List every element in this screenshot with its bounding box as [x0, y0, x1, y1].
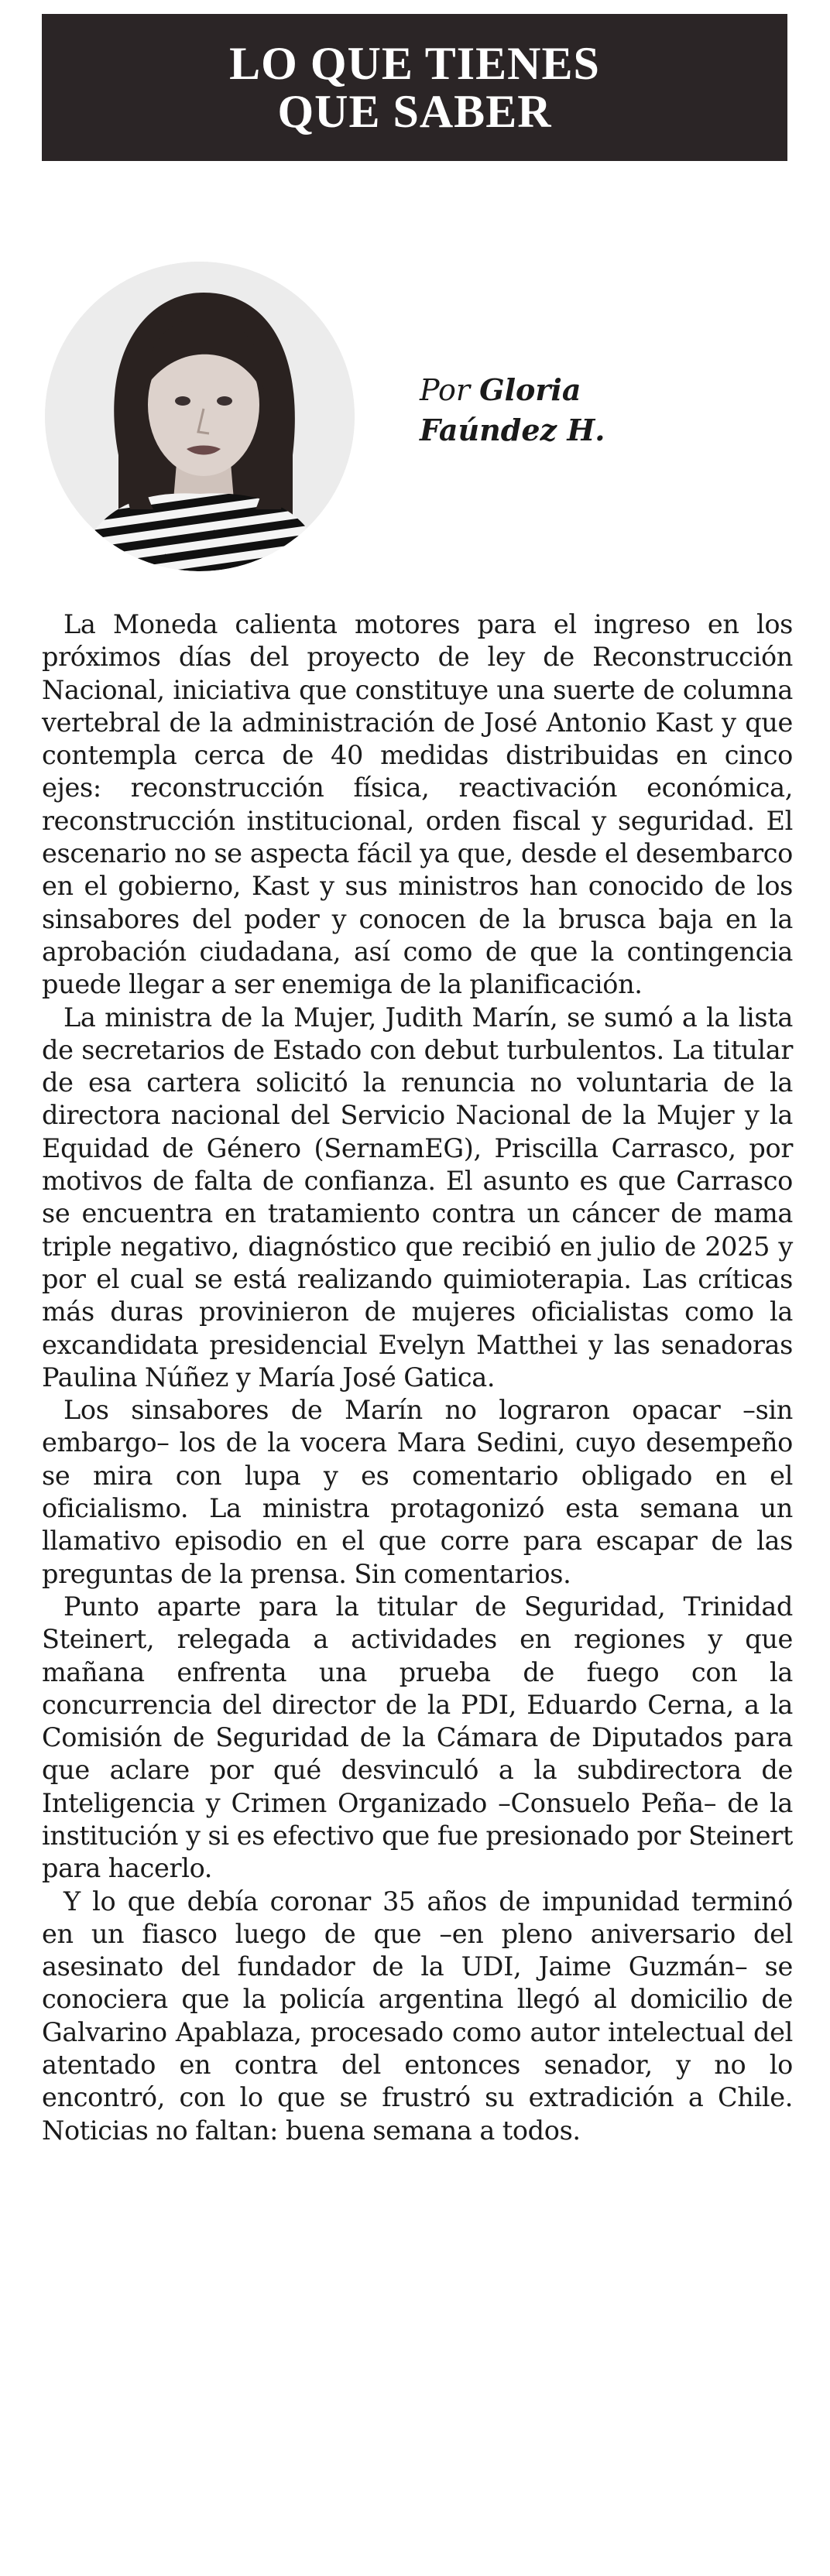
article-paragraph-5: Y lo que debía coronar 35 años de impunidad terminó en un fiasco luego de que –en pleno aniversario del asesinato del fundador de la UDI, Jaime Guzmán– se conociera que la policía argentina llegó al domicilio de Galvarino Apablaza, procesado como autor intelectual del atentado en contra del entonces senador, y no lo encontró, con lo que se frustró su extradición a Chile. Noticias no faltan: buena semana a todos. — [42, 1886, 793, 2146]
byline-prefix: Por — [420, 373, 471, 407]
article-body — [42, 608, 793, 2147]
author-portrait — [45, 262, 355, 571]
header-title-line2: QUE SABER — [277, 86, 552, 137]
byline — [420, 370, 605, 450]
article-paragraph-1: La Moneda calienta motores para el ingreso en los próximos días del proyecto de ley de Reconstrucción Nacional, iniciativa que constituye una suerte de columna vertebral de la administración de José Antonio Kast y que contempla cerca de 40 medidas distribuidas en cinco ejes: reconstrucción física, reactivación económica, reconstrucción institucional, orden fiscal y seguridad. El escenario no se aspecta fácil ya que, desde el desembarco en el gobierno, Kast y sus ministros han conocido de los sinsabores del poder y conocen de la brusca baja en la aprobación ciudadana, así como de que la contingencia puede llegar a ser enemiga de la planificación. — [42, 609, 793, 1000]
author-block — [45, 262, 742, 571]
author-last-name: Faúndez H. — [420, 413, 605, 447]
article-paragraph-3: Los sinsabores de Marín no lograron opacar –sin embargo– los de la vocera Mara Sedini, cuyo desempeño se mira con lupa y es comentario obligado en el oficialismo. La ministra protagonizó esta semana un llamativo episodio en el que corre para escapar de las preguntas de la prensa. Sin comentarios. — [42, 1395, 793, 1589]
article-paragraph-2: La ministra de la Mujer, Judith Marín, se sumó a la lista de secretarios de Estado con debut turbulentos. La titular de esa cartera solicitó la renuncia no voluntaria de la directora nacional del Servicio Nacional de la Mujer y la Equidad de Género (SernamEG), Priscilla Carrasco, por motivos de falta de confianza. El asunto es que Carrasco se encuentra en tratamiento contra un cáncer de mama triple negativo, diagnóstico que recibió en julio de 2025 y por el cual se está realizando quimioterapia. Las críticas más duras provinieron de mujeres oficialistas como la excandidata presidencial Evelyn Matthei y las senadoras Paulina Núñez y María José Gatica. — [42, 1002, 793, 1392]
header-banner — [42, 14, 787, 161]
header-title-line1: LO QUE TIENES — [229, 38, 600, 89]
article-paragraph-4: Punto aparte para la titular de Seguridad, Trinidad Steinert, relegada a actividades en regiones y que mañana enfrenta una prueba de fuego con la concurrencia del director de la PDI, Eduardo Cerna, a la Comisión de Seguridad de la Cámara de Diputados para que aclare por qué desvinculó a la subdirectora de Inteligencia y Crimen Organizado –Consuelo Peña– de la institución y si es efectivo que fue presionado por Steinert para hacerlo. — [42, 1591, 793, 1884]
author-first-name: Gloria — [479, 372, 581, 407]
